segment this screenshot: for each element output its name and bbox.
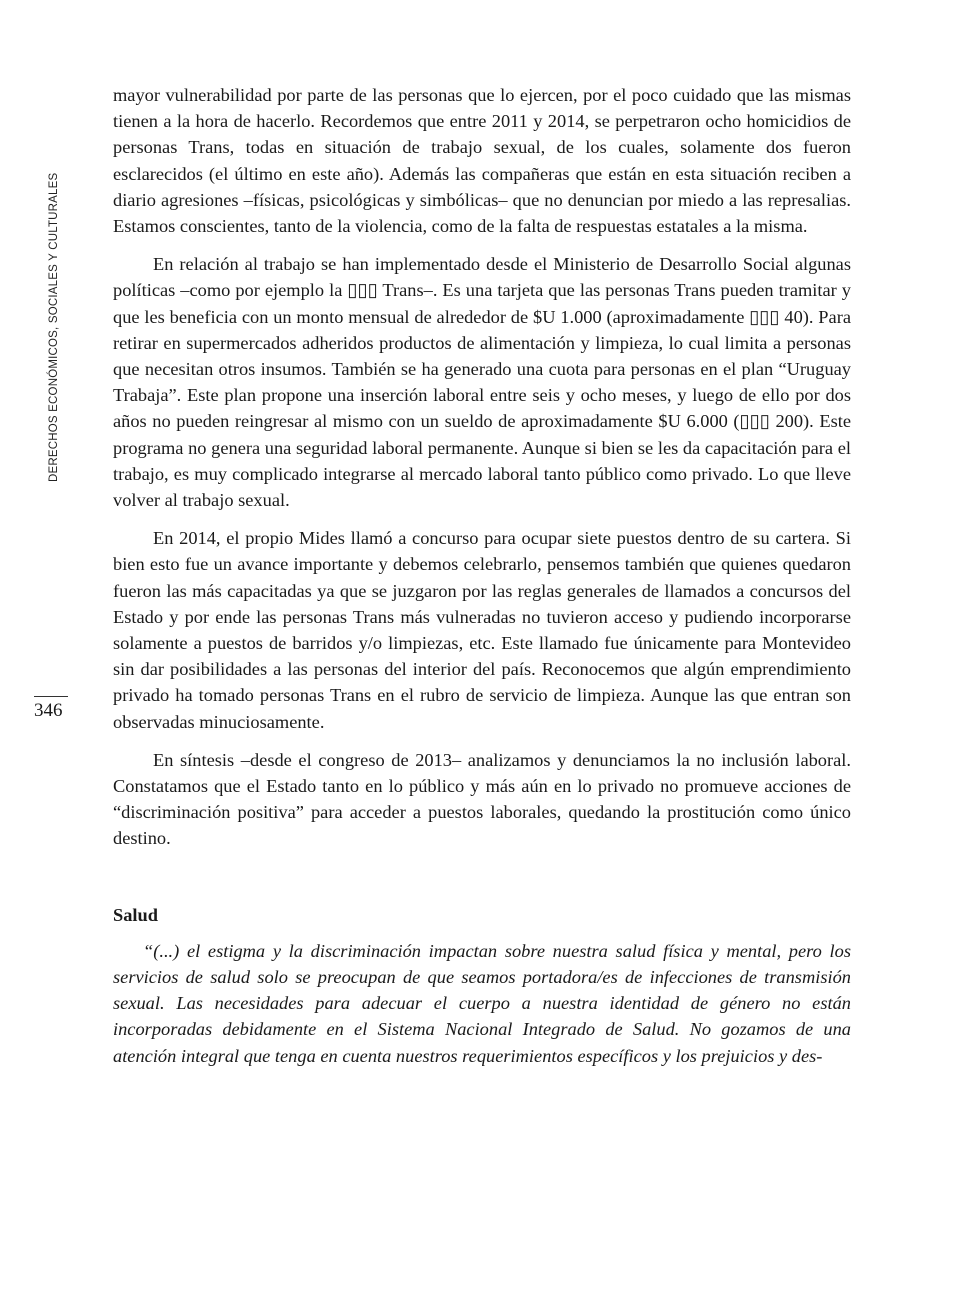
paragraph-continuation: mayor vulnerabilidad por parte de las personas que lo ejercen, por el poco cuidado que las mismas tienen a la hora de hacerlo. Recordemos que entre 2011 y 2014, se perpetraron ocho homicidios de personas Trans, todas en situación de trabajo sexual, de los cuales, solamente dos fueron esclarecidos (el último en este año). Además las compañeras que están en esta situación reciben a diario agresiones –físicas, psicológicas y simbólicas– que no denuncian por miedo a las represalias. Estamos conscientes, tanto de la violencia, como de la falta de respuestas estatales a la misma.	[113, 85, 851, 237]
page-body	[113, 82, 851, 1069]
paragraph-trabajo: En relación al trabajo se han implementado desde el Ministerio de Desarrollo Social algunas políticas –como por ejemplo la ▯▯▯ Trans–. Es una tarjeta que las personas Trans pueden tramitar y que les beneficia con un monto mensual de alrededor de $U 1.000 (aproximadamente ▯▯▯ 40). Para retirar en supermercados adheridos productos de alimentación y limpieza, lo cual limita a personas que necesitan otros insumos. También se ha generado una cuota para personas en el plan “Uruguay Trabaja”. Este plan propone una inserción laboral entre seis y ocho meses, y luego de ello por dos años no pueden reingresar al mismo con un sueldo de aproximadamente $U 6.000 (▯▯▯ 200). Este programa no genera una seguridad laboral permanente. Aunque si bien se les da capacitación para el trabajo, es muy complicado integrarse al mercado laboral tanto público como privado. Lo que lleve volver al trabajo sexual.	[113, 254, 851, 511]
quote-salud: “(...) el estigma y la discriminación impactan sobre nuestra salud física y mental, pero los servicios de salud solo se preocupan de que seamos portadora/es de infecciones de transmisión sexual. Las necesidades para adecuar el cuerpo a nuestra identidad de género no están incorporadas debidamente en el Sistema Nacional Integrado de Salud. No gozamos de una atención integral que tenga en cuenta nuestros requerimientos específicos y los prejuicios y des-	[113, 940, 851, 1066]
running-title: DERECHOS ECONÓMICOS, SOCIALES Y CULTURALES	[48, 172, 60, 482]
section-heading-salud: Salud	[113, 904, 158, 925]
paragraph-mides: En 2014, el propio Mides llamó a concurso para ocupar siete puestos dentro de su cartera. Si bien esto fue un avance importante y debemos celebrarlo, pensemos también que quienes quedaron fueron las más capacitadas ya que se juzgaron por las reglas generales de llamados a concursos del Estado y por ende las personas Trans más vulneradas no tuvieron acceso y pudiendo incorporarse solamente a puestos de barridos y/o limpiezas, etc. Este llamado fue únicamente para Montevideo sin dar posibilidades a las personas del interior del país. Reconocemos que algún emprendimiento privado ha tomado personas Trans en el rubro de servicio de limpieza. Aunque las que entran son observadas minuciosamente.	[113, 528, 851, 732]
paragraph-sintesis: En síntesis –desde el congreso de 2013– analizamos y denunciamos la no inclusión laboral. Constatamos que el Estado tanto en lo público y más aún en lo privado no promueve acciones de “discriminación positiva” para acceder a puestos laborales, quedando la prostitución como único destino.	[113, 749, 851, 849]
page-number: 346	[34, 700, 63, 721]
page-number-rule	[34, 696, 68, 697]
